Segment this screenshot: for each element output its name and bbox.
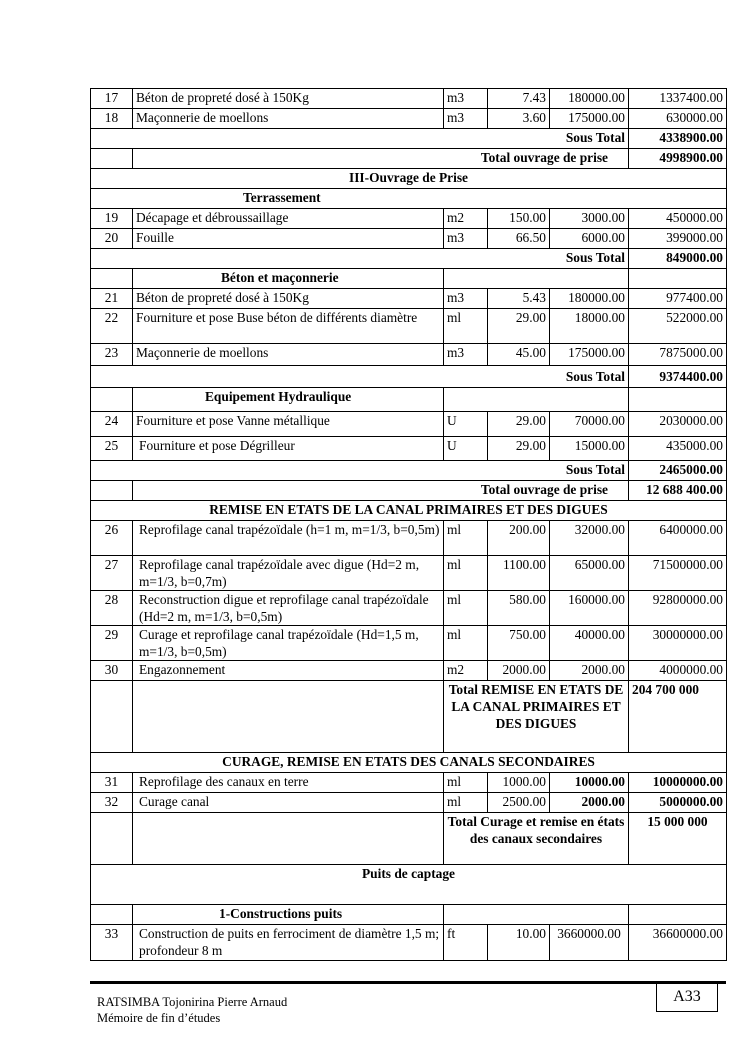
item-unit: m2	[444, 209, 488, 229]
item-unit: ml	[444, 626, 488, 661]
item-number: 33	[91, 925, 133, 961]
author-name: RATSIMBA Tojonirina Pierre Arnaud	[97, 995, 288, 1009]
document-subtitle: Mémoire de fin d’études	[97, 1011, 221, 1025]
item-quantity: 29.00	[488, 437, 550, 461]
item-unit: ml	[444, 556, 488, 591]
item-description: Béton de propreté dosé à 150Kg	[133, 289, 444, 309]
item-quantity: 29.00	[488, 412, 550, 437]
total-label: Total ouvrage de prise	[133, 481, 629, 501]
item-unit: ft	[444, 925, 488, 961]
table-row	[91, 344, 727, 366]
item-unit: m3	[444, 289, 488, 309]
subsection-row	[91, 269, 727, 289]
item-amount: 4000000.00	[629, 661, 727, 681]
subtotal-label: Sous Total	[550, 249, 629, 269]
item-description: Fourniture et pose Buse béton de différents diamètre	[133, 309, 444, 344]
item-unit: ml	[444, 521, 488, 556]
subsection-title: 1-Constructions puits	[133, 905, 444, 925]
item-number: 31	[91, 773, 133, 793]
item-unit: m3	[444, 109, 488, 129]
item-unit-price: 2000.00	[550, 661, 629, 681]
subtotal-amount: 849000.00	[629, 249, 727, 269]
total-row	[91, 149, 727, 169]
item-description: Curage canal	[133, 793, 444, 813]
item-description: Reconstruction digue et reprofilage canal trapézoïdale (Hd=2 m, m=1/3, b=0,5m)	[133, 591, 444, 626]
item-unit-price: 40000.00	[550, 626, 629, 661]
item-amount: 30000000.00	[629, 626, 727, 661]
item-number: 32	[91, 793, 133, 813]
item-quantity: 2000.00	[488, 661, 550, 681]
table-row	[91, 925, 727, 961]
total-label: Total ouvrage de prise	[133, 149, 629, 169]
total-row	[91, 681, 727, 753]
item-number: 29	[91, 626, 133, 661]
total-amount: 204 700 000	[629, 681, 727, 753]
table-row	[91, 626, 727, 661]
item-description: Construction de puits en ferrociment de diamètre 1,5 m; profondeur 8 m	[133, 925, 444, 961]
item-unit-price: 3660000.00	[550, 925, 629, 961]
item-unit: ml	[444, 793, 488, 813]
item-description: Reprofilage canal trapézoïdale avec digue (Hd=2 m, m=1/3, b=0,7m)	[133, 556, 444, 591]
item-unit-price: 32000.00	[550, 521, 629, 556]
subtotal-amount: 4338900.00	[629, 129, 727, 149]
subtotal-amount: 2465000.00	[629, 461, 727, 481]
item-quantity: 66.50	[488, 229, 550, 249]
table-row	[91, 229, 727, 249]
item-amount: 71500000.00	[629, 556, 727, 591]
item-amount: 630000.00	[629, 109, 727, 129]
total-amount: 4998900.00	[629, 149, 727, 169]
item-number: 21	[91, 289, 133, 309]
subsection-row	[91, 189, 727, 209]
section-title: III-Ouvrage de Prise	[91, 169, 727, 189]
subtotal-row	[91, 461, 727, 481]
item-number: 26	[91, 521, 133, 556]
section-header-row	[91, 865, 727, 905]
item-number: 28	[91, 591, 133, 626]
item-description: Maçonnerie de moellons	[133, 344, 444, 366]
item-unit-price: 70000.00	[550, 412, 629, 437]
item-amount: 1337400.00	[629, 89, 727, 109]
table-row	[91, 661, 727, 681]
item-quantity: 1100.00	[488, 556, 550, 591]
item-unit: U	[444, 412, 488, 437]
item-unit: m2	[444, 661, 488, 681]
table-row	[91, 412, 727, 437]
subtotal-row	[91, 366, 727, 388]
item-unit: m3	[444, 229, 488, 249]
subsection-title: Béton et maçonnerie	[133, 269, 444, 289]
table-row	[91, 89, 727, 109]
subsection-title: Terrassement	[91, 189, 727, 209]
bill-of-quantities-table	[90, 88, 727, 961]
footer-divider	[90, 981, 726, 984]
table-row	[91, 109, 727, 129]
item-unit-price: 160000.00	[550, 591, 629, 626]
subtotal-label: Sous Total	[550, 366, 629, 388]
item-number: 18	[91, 109, 133, 129]
table-row	[91, 591, 727, 626]
subsection-row	[91, 905, 727, 925]
item-quantity: 10.00	[488, 925, 550, 961]
total-amount: 15 000 000	[629, 813, 727, 865]
item-amount: 5000000.00	[629, 793, 727, 813]
item-number: 20	[91, 229, 133, 249]
section-header-row	[91, 501, 727, 521]
item-amount: 2030000.00	[629, 412, 727, 437]
item-quantity: 1000.00	[488, 773, 550, 793]
item-unit: ml	[444, 773, 488, 793]
section-title: Puits de captage	[91, 865, 727, 905]
item-quantity: 2500.00	[488, 793, 550, 813]
item-number: 17	[91, 89, 133, 109]
total-amount: 12 688 400.00	[629, 481, 727, 501]
table-row	[91, 209, 727, 229]
table-row	[91, 556, 727, 591]
table-row	[91, 437, 727, 461]
item-quantity: 150.00	[488, 209, 550, 229]
item-description: Curage et reprofilage canal trapézoïdale (Hd=1,5 m, m=1/3, b=0,5m)	[133, 626, 444, 661]
item-amount: 6400000.00	[629, 521, 727, 556]
item-number: 24	[91, 412, 133, 437]
table-row	[91, 521, 727, 556]
item-amount: 450000.00	[629, 209, 727, 229]
item-unit: ml	[444, 591, 488, 626]
item-unit-price: 175000.00	[550, 109, 629, 129]
item-number: 25	[91, 437, 133, 461]
item-unit: ml	[444, 309, 488, 344]
item-amount: 435000.00	[629, 437, 727, 461]
item-amount: 522000.00	[629, 309, 727, 344]
item-amount: 399000.00	[629, 229, 727, 249]
total-label: Total REMISE EN ETATS DE LA CANAL PRIMAIRES ET DES DIGUES	[444, 681, 629, 753]
section-header-row	[91, 169, 727, 189]
item-description: Engazonnement	[133, 661, 444, 681]
item-description: Reprofilage des canaux en terre	[133, 773, 444, 793]
item-amount: 92800000.00	[629, 591, 727, 626]
item-unit-price: 180000.00	[550, 289, 629, 309]
item-number: 22	[91, 309, 133, 344]
item-quantity: 200.00	[488, 521, 550, 556]
subsection-row	[91, 388, 727, 412]
section-title: REMISE EN ETATS DE LA CANAL PRIMAIRES ET DES DIGUES	[91, 501, 727, 521]
item-quantity: 5.43	[488, 289, 550, 309]
subsection-title: Equipement Hydraulique	[133, 388, 444, 412]
item-amount: 7875000.00	[629, 344, 727, 366]
subtotal-label: Sous Total	[550, 129, 629, 149]
subtotal-amount: 9374400.00	[629, 366, 727, 388]
item-number: 27	[91, 556, 133, 591]
table-row	[91, 289, 727, 309]
section-title: CURAGE, REMISE EN ETATS DES CANALS SECONDAIRES	[91, 753, 727, 773]
item-description: Fourniture et pose Vanne métallique	[133, 412, 444, 437]
item-unit-price: 180000.00	[550, 89, 629, 109]
item-description: Reprofilage canal trapézoïdale (h=1 m, m=1/3, b=0,5m)	[133, 521, 444, 556]
item-description: Décapage et débroussaillage	[133, 209, 444, 229]
item-unit-price: 6000.00	[550, 229, 629, 249]
table-row	[91, 309, 727, 344]
item-amount: 36600000.00	[629, 925, 727, 961]
item-unit-price: 3000.00	[550, 209, 629, 229]
footer-author-block	[97, 994, 287, 1026]
total-label: Total Curage et remise en états des canaux secondaires	[444, 813, 629, 865]
item-description: Maçonnerie de moellons	[133, 109, 444, 129]
total-row	[91, 813, 727, 865]
item-unit-price: 15000.00	[550, 437, 629, 461]
section-header-row	[91, 753, 727, 773]
item-unit: U	[444, 437, 488, 461]
item-unit-price: 18000.00	[550, 309, 629, 344]
item-description: Béton de propreté dosé à 150Kg	[133, 89, 444, 109]
item-unit-price: 10000.00	[550, 773, 629, 793]
item-unit-price: 2000.00	[550, 793, 629, 813]
item-unit-price: 175000.00	[550, 344, 629, 366]
item-number: 19	[91, 209, 133, 229]
item-unit: m3	[444, 89, 488, 109]
subtotal-row	[91, 249, 727, 269]
item-quantity: 45.00	[488, 344, 550, 366]
subtotal-label: Sous Total	[550, 461, 629, 481]
item-quantity: 29.00	[488, 309, 550, 344]
item-quantity: 7.43	[488, 89, 550, 109]
item-quantity: 580.00	[488, 591, 550, 626]
item-quantity: 750.00	[488, 626, 550, 661]
item-amount: 10000000.00	[629, 773, 727, 793]
item-unit-price: 65000.00	[550, 556, 629, 591]
table-row	[91, 773, 727, 793]
item-description: Fourniture et pose Dégrilleur	[133, 437, 444, 461]
page-number: A33	[656, 982, 718, 1012]
item-quantity: 3.60	[488, 109, 550, 129]
item-unit: m3	[444, 344, 488, 366]
total-row	[91, 481, 727, 501]
item-description: Fouille	[133, 229, 444, 249]
item-number: 30	[91, 661, 133, 681]
subtotal-row	[91, 129, 727, 149]
table-row	[91, 793, 727, 813]
item-number: 23	[91, 344, 133, 366]
item-amount: 977400.00	[629, 289, 727, 309]
